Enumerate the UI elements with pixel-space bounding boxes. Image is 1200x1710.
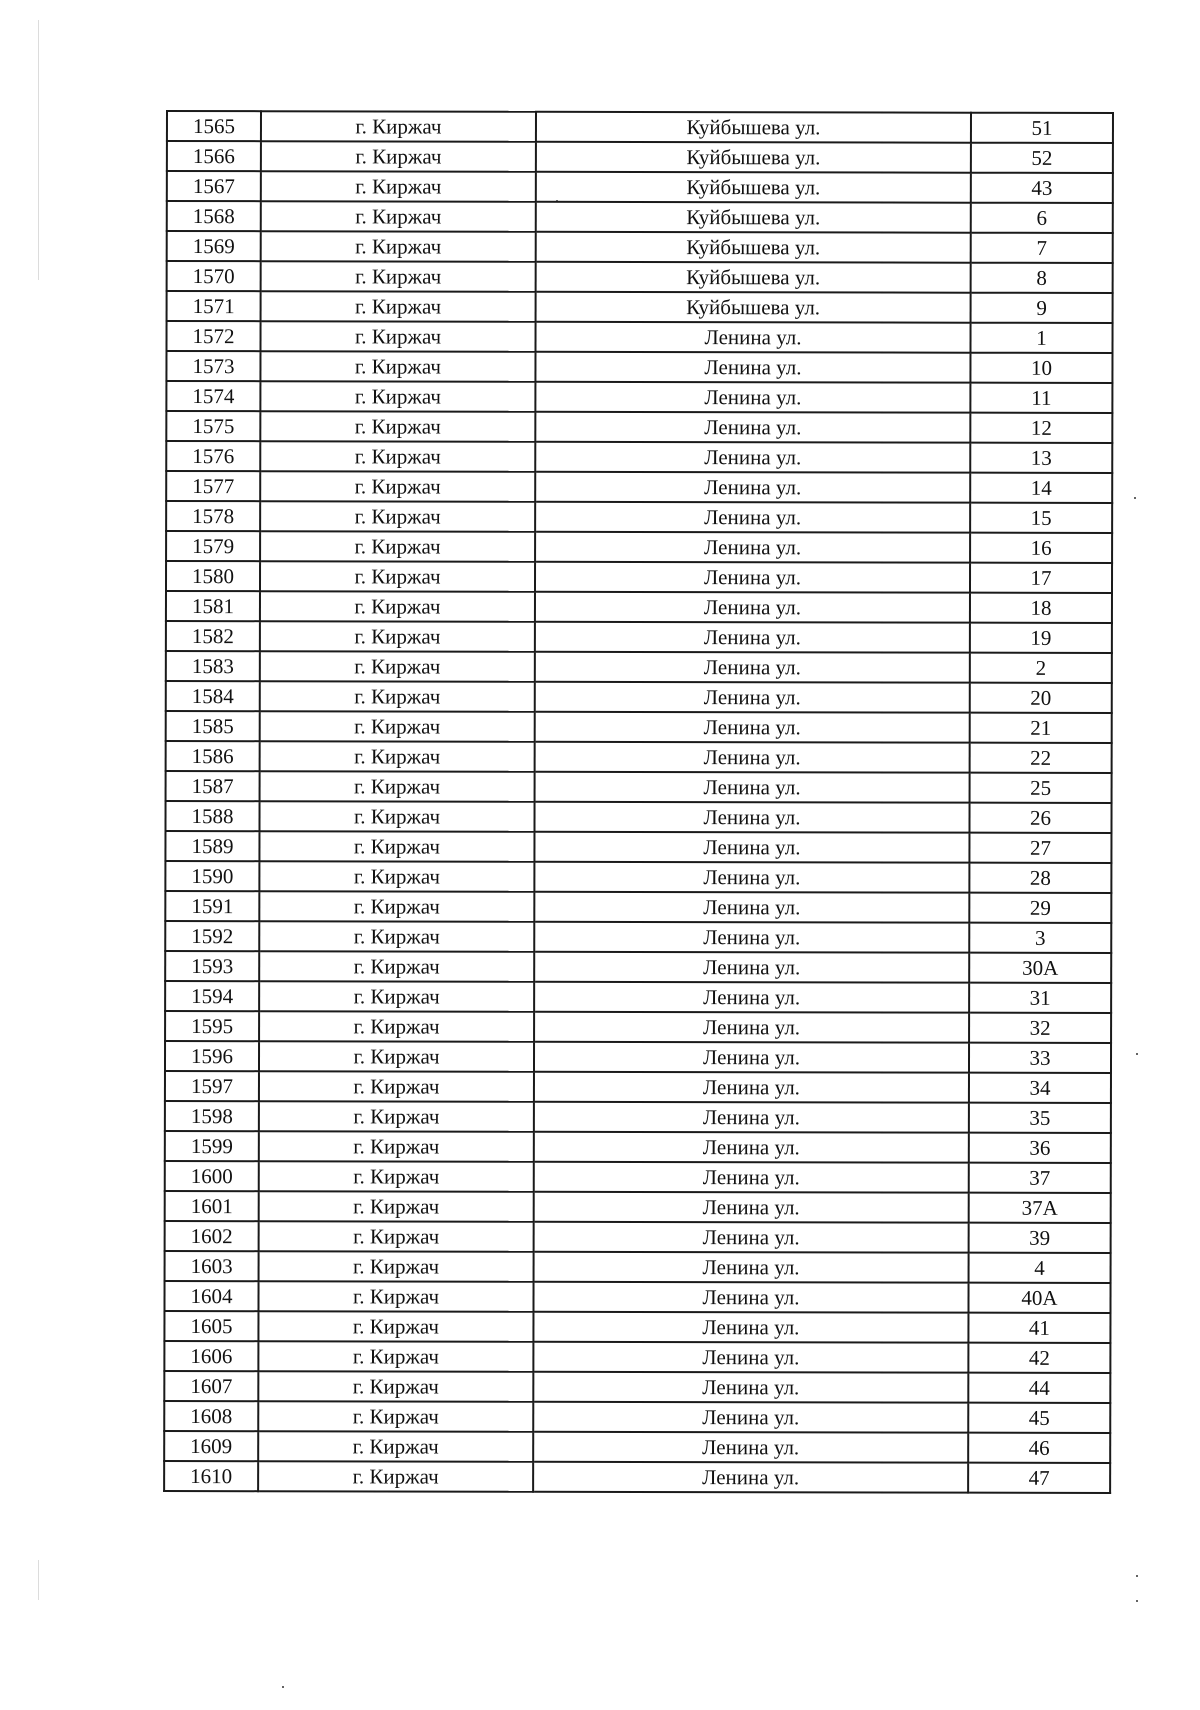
city-cell: г. Киржач [260, 561, 535, 592]
city-cell: г. Киржач [259, 861, 534, 892]
table-row [165, 981, 1111, 1013]
table-row [164, 1341, 1110, 1373]
row-number-cell: 1597 [165, 1071, 259, 1101]
street-cell: Ленина ул. [534, 982, 969, 1013]
street-cell: Ленина ул. [534, 1162, 969, 1193]
row-number-cell: 1595 [165, 1011, 259, 1041]
scan-speck [1136, 1600, 1138, 1602]
table-row [166, 351, 1112, 383]
street-cell: Ленина ул. [533, 1312, 968, 1343]
house-number-cell: 11 [970, 383, 1112, 413]
house-number-cell: 13 [970, 443, 1112, 473]
street-cell: Ленина ул. [535, 772, 970, 803]
table-row [164, 1311, 1110, 1343]
city-cell: г. Киржач [260, 531, 535, 562]
city-cell: г. Киржач [258, 1281, 533, 1312]
row-number-cell: 1581 [166, 591, 260, 621]
street-cell: Ленина ул. [534, 802, 969, 833]
street-cell: Ленина ул. [534, 862, 969, 893]
city-cell: г. Киржач [260, 741, 535, 772]
house-number-cell: 19 [970, 623, 1112, 653]
house-number-cell: 34 [969, 1073, 1111, 1103]
table-row [165, 1221, 1111, 1253]
row-number-cell: 1607 [164, 1371, 258, 1401]
city-cell: г. Киржач [260, 621, 535, 652]
street-cell: Ленина ул. [534, 1012, 969, 1043]
street-cell: Ленина ул. [534, 1192, 969, 1223]
row-number-cell: 1598 [165, 1101, 259, 1131]
row-number-cell: 1596 [165, 1041, 259, 1071]
table-row [166, 771, 1112, 803]
street-cell: Ленина ул. [534, 1252, 969, 1283]
city-cell: г. Киржач [259, 1131, 534, 1162]
house-number-cell: 42 [968, 1343, 1110, 1373]
house-number-cell: 52 [971, 143, 1113, 173]
city-cell: г. Киржач [258, 1311, 533, 1342]
house-number-cell: 31 [969, 983, 1111, 1013]
house-number-cell: 21 [970, 713, 1112, 743]
row-number-cell: 1565 [167, 111, 261, 141]
row-number-cell: 1584 [166, 681, 260, 711]
table-row [167, 201, 1113, 233]
table-row [165, 891, 1111, 923]
row-number-cell: 1570 [167, 261, 261, 291]
table-row [165, 861, 1111, 893]
street-cell: Ленина ул. [535, 622, 970, 653]
city-cell: г. Киржач [260, 711, 535, 742]
table-row [165, 1191, 1111, 1223]
row-number-cell: 1609 [164, 1431, 258, 1461]
house-number-cell: 1 [970, 323, 1112, 353]
city-cell: г. Киржач [260, 441, 535, 472]
house-number-cell: 12 [970, 413, 1112, 443]
city-cell: г. Киржач [259, 1221, 534, 1252]
street-cell: Ленина ул. [535, 652, 970, 683]
table-row [166, 411, 1112, 443]
row-number-cell: 1591 [165, 891, 259, 921]
table-row [164, 1281, 1110, 1313]
street-cell: Ленина ул. [533, 1282, 968, 1313]
row-number-cell: 1601 [165, 1191, 259, 1221]
table-row [165, 1161, 1111, 1193]
house-number-cell: 8 [971, 263, 1113, 293]
table-row [166, 621, 1112, 653]
address-table-body [164, 111, 1113, 1493]
row-number-cell: 1610 [164, 1461, 258, 1491]
house-number-cell: 44 [968, 1373, 1110, 1403]
city-cell: г. Киржач [258, 1431, 533, 1462]
house-number-cell: 7 [971, 233, 1113, 263]
city-cell: г. Киржач [259, 891, 534, 922]
house-number-cell: 43 [971, 173, 1113, 203]
row-number-cell: 1580 [166, 561, 260, 591]
table-row [166, 441, 1112, 473]
table-row [167, 231, 1113, 263]
house-number-cell: 25 [970, 773, 1112, 803]
street-cell: Ленина ул. [534, 1102, 969, 1133]
table-row [166, 711, 1112, 743]
table-row [165, 831, 1111, 863]
street-cell: Куйбышева ул. [536, 202, 971, 233]
row-number-cell: 1577 [166, 471, 260, 501]
table-row [167, 111, 1113, 143]
house-number-cell: 37 [969, 1163, 1111, 1193]
house-number-cell: 30А [969, 953, 1111, 983]
table-row [164, 1431, 1110, 1463]
city-cell: г. Киржач [260, 381, 535, 412]
row-number-cell: 1594 [165, 981, 259, 1011]
row-number-cell: 1571 [167, 291, 261, 321]
city-cell: г. Киржач [259, 1041, 534, 1072]
house-number-cell: 41 [968, 1313, 1110, 1343]
table-row [165, 1041, 1111, 1073]
row-number-cell: 1589 [165, 831, 259, 861]
row-number-cell: 1593 [165, 951, 259, 981]
street-cell: Ленина ул. [535, 442, 970, 473]
city-cell: г. Киржач [260, 501, 535, 532]
row-number-cell: 1590 [165, 861, 259, 891]
house-number-cell: 37А [969, 1193, 1111, 1223]
house-number-cell: 22 [970, 743, 1112, 773]
street-cell: Ленина ул. [534, 952, 969, 983]
street-cell: Ленина ул. [535, 562, 970, 593]
table-row [166, 321, 1112, 353]
table-row [165, 951, 1111, 983]
street-cell: Ленина ул. [535, 592, 970, 623]
city-cell: г. Киржач [260, 351, 535, 382]
house-number-cell: 14 [970, 473, 1112, 503]
table-row [167, 171, 1113, 203]
city-cell: г. Киржач [258, 1401, 533, 1432]
street-cell: Ленина ул. [535, 742, 970, 773]
street-cell: Ленина ул. [534, 1132, 969, 1163]
table-row [164, 1401, 1110, 1433]
street-cell: Ленина ул. [533, 1372, 968, 1403]
city-cell: г. Киржач [261, 171, 536, 202]
table-row [166, 741, 1112, 773]
street-cell: Ленина ул. [534, 1222, 969, 1253]
house-number-cell: 16 [970, 533, 1112, 563]
street-cell: Ленина ул. [534, 1072, 969, 1103]
table-row [166, 531, 1112, 563]
table-row [167, 291, 1113, 323]
table-row [166, 501, 1112, 533]
house-number-cell: 6 [971, 203, 1113, 233]
city-cell: г. Киржач [260, 771, 535, 802]
table-row [165, 1071, 1111, 1103]
street-cell: Ленина ул. [535, 682, 970, 713]
house-number-cell: 20 [970, 683, 1112, 713]
city-cell: г. Киржач [261, 291, 536, 322]
street-cell: Ленина ул. [535, 382, 970, 413]
street-cell: Ленина ул. [535, 472, 970, 503]
city-cell: г. Киржач [260, 321, 535, 352]
street-cell: Ленина ул. [535, 322, 970, 353]
city-cell: г. Киржач [259, 801, 534, 832]
city-cell: г. Киржач [260, 591, 535, 622]
street-cell: Куйбышева ул. [536, 262, 971, 293]
table-row [165, 1011, 1111, 1043]
street-cell: Ленина ул. [533, 1462, 968, 1493]
scan-speck [1136, 1053, 1138, 1055]
scan-speck [282, 1686, 284, 1688]
house-number-cell: 4 [969, 1253, 1111, 1283]
street-cell: Куйбышева ул. [536, 232, 971, 263]
table-row [165, 921, 1111, 953]
city-cell: г. Киржач [259, 1161, 534, 1192]
city-cell: г. Киржач [260, 651, 535, 682]
table-row [166, 591, 1112, 623]
street-cell: Куйбышева ул. [536, 172, 971, 203]
row-number-cell: 1566 [167, 141, 261, 171]
house-number-cell: 3 [969, 923, 1111, 953]
scan-edge-mark-lower [38, 1560, 39, 1600]
table-row [166, 381, 1112, 413]
house-number-cell: 51 [971, 113, 1113, 143]
address-table [163, 110, 1114, 1494]
street-cell: Ленина ул. [534, 1042, 969, 1073]
scan-edge-mark [38, 20, 39, 280]
house-number-cell: 10 [970, 353, 1112, 383]
table-row [164, 1371, 1110, 1403]
city-cell: г. Киржач [259, 1101, 534, 1132]
house-number-cell: 28 [969, 863, 1111, 893]
house-number-cell: 45 [968, 1403, 1110, 1433]
table-row [166, 651, 1112, 683]
street-cell: Ленина ул. [535, 412, 970, 443]
row-number-cell: 1579 [166, 531, 260, 561]
house-number-cell: 47 [968, 1463, 1110, 1493]
city-cell: г. Киржач [259, 831, 534, 862]
street-cell: Ленина ул. [535, 352, 970, 383]
row-number-cell: 1603 [165, 1251, 259, 1281]
table-row [165, 1101, 1111, 1133]
city-cell: г. Киржач [261, 261, 536, 292]
table-row [165, 1251, 1111, 1283]
house-number-cell: 9 [971, 293, 1113, 323]
row-number-cell: 1567 [167, 171, 261, 201]
house-number-cell: 36 [969, 1133, 1111, 1163]
row-number-cell: 1576 [166, 441, 260, 471]
city-cell: г. Киржач [261, 201, 536, 232]
house-number-cell: 29 [969, 893, 1111, 923]
city-cell: г. Киржач [259, 1191, 534, 1222]
city-cell: г. Киржач [260, 411, 535, 442]
row-number-cell: 1573 [166, 351, 260, 381]
house-number-cell: 2 [970, 653, 1112, 683]
table-row [165, 801, 1111, 833]
row-number-cell: 1587 [166, 771, 260, 801]
street-cell: Ленина ул. [535, 532, 970, 563]
city-cell: г. Киржач [261, 231, 536, 262]
row-number-cell: 1569 [167, 231, 261, 261]
row-number-cell: 1578 [166, 501, 260, 531]
row-number-cell: 1608 [164, 1401, 258, 1431]
city-cell: г. Киржач [259, 981, 534, 1012]
city-cell: г. Киржач [259, 921, 534, 952]
city-cell: г. Киржач [261, 141, 536, 172]
table-row [164, 1461, 1110, 1493]
row-number-cell: 1568 [167, 201, 261, 231]
city-cell: г. Киржач [259, 1011, 534, 1042]
street-cell: Куйбышева ул. [536, 142, 971, 173]
scan-speck [1134, 497, 1136, 499]
row-number-cell: 1604 [164, 1281, 258, 1311]
street-cell: Ленина ул. [534, 892, 969, 923]
street-cell: Ленина ул. [535, 502, 970, 533]
house-number-cell: 27 [969, 833, 1111, 863]
street-cell: Куйбышева ул. [536, 112, 971, 143]
street-cell: Ленина ул. [533, 1432, 968, 1463]
row-number-cell: 1586 [166, 741, 260, 771]
row-number-cell: 1588 [165, 801, 259, 831]
city-cell: г. Киржач [260, 681, 535, 712]
city-cell: г. Киржач [260, 471, 535, 502]
house-number-cell: 18 [970, 593, 1112, 623]
street-cell: Ленина ул. [535, 712, 970, 743]
table-row [167, 261, 1113, 293]
row-number-cell: 1600 [165, 1161, 259, 1191]
house-number-cell: 39 [969, 1223, 1111, 1253]
house-number-cell: 17 [970, 563, 1112, 593]
table-row [166, 471, 1112, 503]
row-number-cell: 1606 [164, 1341, 258, 1371]
row-number-cell: 1585 [166, 711, 260, 741]
house-number-cell: 26 [969, 803, 1111, 833]
row-number-cell: 1602 [165, 1221, 259, 1251]
house-number-cell: 46 [968, 1433, 1110, 1463]
street-cell: Ленина ул. [533, 1342, 968, 1373]
row-number-cell: 1582 [166, 621, 260, 651]
row-number-cell: 1572 [166, 321, 260, 351]
city-cell: г. Киржач [261, 111, 536, 142]
table-row [167, 141, 1113, 173]
house-number-cell: 33 [969, 1043, 1111, 1073]
row-number-cell: 1599 [165, 1131, 259, 1161]
table-row [166, 681, 1112, 713]
city-cell: г. Киржач [259, 1071, 534, 1102]
table-row [165, 1131, 1111, 1163]
street-cell: Ленина ул. [534, 922, 969, 953]
house-number-cell: 32 [969, 1013, 1111, 1043]
house-number-cell: 35 [969, 1103, 1111, 1133]
city-cell: г. Киржач [258, 1461, 533, 1492]
city-cell: г. Киржач [259, 1251, 534, 1282]
city-cell: г. Киржач [258, 1341, 533, 1372]
scan-speck [1136, 1575, 1138, 1577]
street-cell: Ленина ул. [533, 1402, 968, 1433]
house-number-cell: 40А [968, 1283, 1110, 1313]
table-row [166, 561, 1112, 593]
row-number-cell: 1583 [166, 651, 260, 681]
row-number-cell: 1575 [166, 411, 260, 441]
city-cell: г. Киржач [258, 1371, 533, 1402]
row-number-cell: 1592 [165, 921, 259, 951]
city-cell: г. Киржач [259, 951, 534, 982]
house-number-cell: 15 [970, 503, 1112, 533]
street-cell: Куйбышева ул. [536, 292, 971, 323]
street-cell: Ленина ул. [534, 832, 969, 863]
row-number-cell: 1605 [164, 1311, 258, 1341]
row-number-cell: 1574 [166, 381, 260, 411]
